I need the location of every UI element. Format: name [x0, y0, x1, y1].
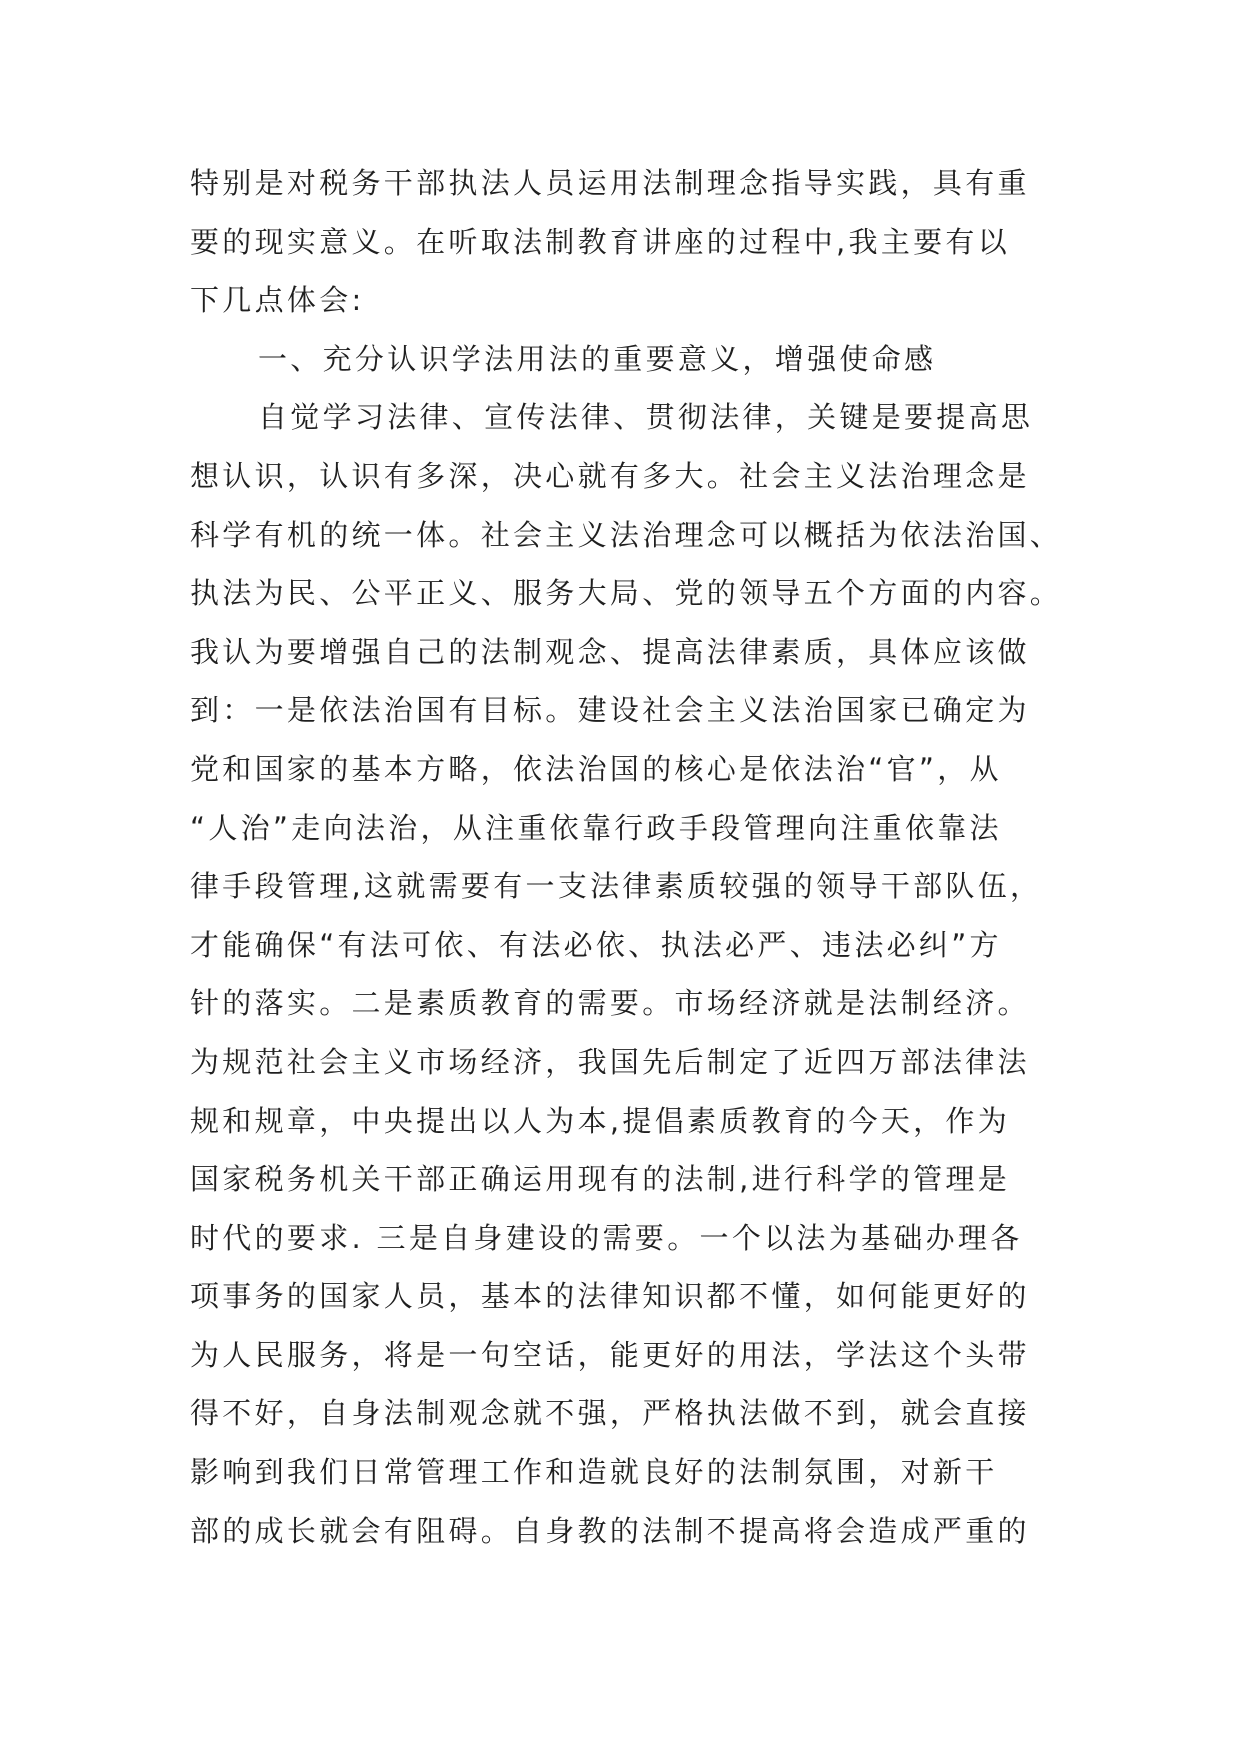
- text-line: 才能确保“有法可依、有法必依、执法必严、违法必纠”方: [190, 927, 1002, 962]
- text-line: 部的成长就会有阻碍。自身教的法制不提高将会造成严重的: [190, 1513, 1030, 1548]
- text-line: 下几点体会:: [190, 283, 365, 318]
- text-line: “人治”走向法治，从注重依靠行政手段管理向注重依靠法: [190, 810, 1002, 845]
- text-line: 针的落实。二是素质教育的需要。市场经济就是法制经济。: [190, 986, 1030, 1021]
- text-line: 影响到我们日常管理工作和造就良好的法制氛围，对新干: [190, 1455, 998, 1490]
- text-line: 规和规章，中央提出以人为本,提倡素质教育的今天，作为: [190, 1103, 1011, 1138]
- paragraph-start-line: 一、充分认识学法用法的重要意义，增强使命感: [258, 341, 937, 376]
- text-line: 时代的要求. 三是自身建设的需要。一个以法为基础办理各: [190, 1220, 1023, 1255]
- text-line: 到：一是依法治国有目标。建设社会主义法治国家已确定为: [190, 693, 1030, 728]
- text-line: 我认为要增强自己的法制观念、提高法律素质，具体应该做: [190, 634, 1030, 669]
- text-line: 科学有机的统一体。社会主义法治理念可以概括为依法治国、: [190, 517, 1063, 552]
- text-line: 为规范社会主义市场经济，我国先后制定了近四万部法律法: [190, 1044, 1030, 1079]
- text-line: 得不好，自身法制观念就不强，严格执法做不到，就会直接: [190, 1396, 1030, 1431]
- text-line: 国家税务机关干部正确运用现有的法制,进行科学的管理是: [190, 1162, 1011, 1197]
- text-line: 执法为民、公平正义、服务大局、党的领导五个方面的内容。: [190, 576, 1063, 611]
- body-text: [190, 154, 1070, 1560]
- text-line: 为人民服务，将是一句空话，能更好的用法，学法这个头带: [190, 1337, 1030, 1372]
- text-line: 特别是对税务干部执法人员运用法制理念指导实践，具有重: [190, 166, 1030, 200]
- text-line: 党和国家的基本方略，依法治国的核心是依法治“官”，从: [190, 751, 1002, 786]
- text-line: 律手段管理,这就需要有一支法律素质较强的领导干部队伍，: [190, 869, 1043, 904]
- text-line: 要的现实意义。在听取法制教育讲座的过程中,我主要有以: [190, 224, 1011, 259]
- text-line: 想认识，认识有多深，决心就有多大。社会主义法治理念是: [190, 458, 1030, 493]
- text-line: 项事务的国家人员，基本的法律知识都不懂，如何能更好的: [190, 1279, 1030, 1314]
- paragraph-start-line: 自觉学习法律、宣传法律、贯彻法律，关键是要提高思: [258, 400, 1034, 435]
